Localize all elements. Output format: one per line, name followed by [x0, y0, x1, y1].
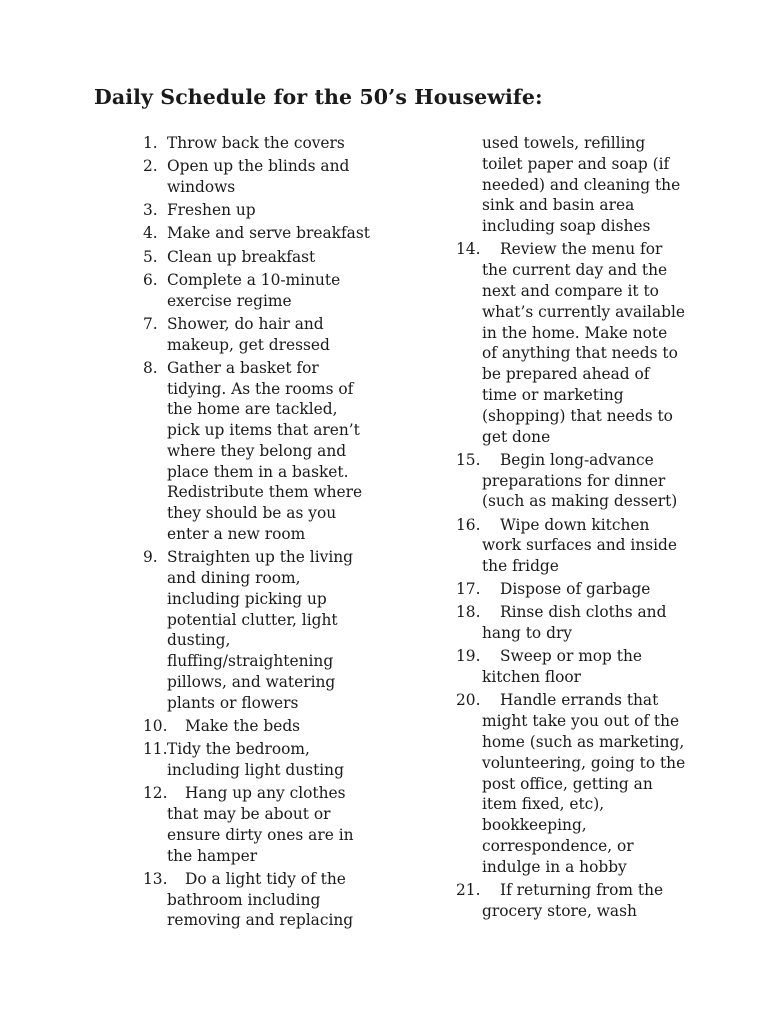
- list-item-text: Throw back the covers: [167, 134, 345, 152]
- list-item-13-continuation: [456, 133, 706, 237]
- list-item-10: [143, 716, 383, 737]
- list-item-number: 16.: [456, 515, 481, 534]
- list-item-number: 8.: [143, 358, 158, 377]
- list-item-8: [143, 358, 383, 545]
- list-item-text: Clean up breakfast: [167, 247, 316, 266]
- list-item-text: Freshen up: [167, 201, 256, 220]
- list-item-text: Review the menu for the current day and the next and compare it to what’s currently available in the home. Make note of anything that needs to be prepared ahead of time or marketing (shopping) that needs to get done: [482, 240, 686, 446]
- list-item-text: Do a light tidy of the bathroom including removing and replacing: [167, 869, 354, 930]
- list-item-text: Shower, do hair and makeup, get dressed: [167, 314, 330, 354]
- list-item-number: 3.: [143, 201, 158, 220]
- schedule-list-right: [456, 133, 706, 924]
- list-item-15: [456, 450, 706, 512]
- list-item-text: Make the beds: [185, 717, 301, 736]
- list-item-number: 13.: [143, 869, 168, 888]
- list-item-6: [143, 270, 383, 312]
- list-item-number: 7.: [143, 314, 158, 333]
- list-item-text: Open up the blinds and windows: [167, 157, 350, 196]
- list-item-text: Sweep or mop the kitchen floor: [482, 647, 643, 687]
- list-item-text: Handle errands that might take you out of the home (such as marketing, volunteering, going to the post office, getting an item fixed, etc), bookkeeping, correspondence, or indulge in a hobby: [482, 691, 686, 876]
- list-item-text: Straighten up the living and dining room, including picking up potential clutter, light dusting, fluffing/straightening pillows, and watering plants or flowers: [167, 548, 354, 712]
- list-item-text: Make and serve breakfast: [167, 224, 370, 243]
- list-item-14: [456, 239, 706, 447]
- list-item-number: 5.: [143, 247, 158, 266]
- list-item-text: Hang up any clothes that may be about or ensure dirty ones are in the hamper: [167, 784, 354, 865]
- list-item-text: Wipe down kitchen work surfaces and inside the fridge: [482, 515, 678, 576]
- list-item-number: 15.: [456, 450, 481, 469]
- list-item-21: [456, 880, 706, 922]
- list-item-number: 9.: [143, 548, 158, 567]
- list-item-13: [143, 869, 383, 931]
- schedule-list-left: [143, 133, 383, 934]
- list-item-19: [456, 646, 706, 688]
- list-item-number: 10.: [143, 717, 168, 736]
- list-item-18: [456, 602, 706, 644]
- list-item-text: Tidy the bedroom, including light dusting: [167, 740, 344, 780]
- list-item-12: [143, 783, 383, 866]
- list-item-number: 21.: [456, 881, 481, 900]
- list-item-4: [143, 223, 383, 244]
- list-item-number: 14.: [456, 240, 481, 259]
- list-item-number: 1.: [143, 134, 158, 152]
- list-item-11: [143, 739, 383, 781]
- list-item-text: Begin long-advance preparations for dinner (such as making dessert): [482, 450, 678, 511]
- page-title: Daily Schedule for the 50’s Housewife:: [94, 85, 543, 109]
- list-item-9: [143, 547, 383, 713]
- list-item-text: Dispose of garbage: [500, 580, 651, 599]
- list-item-20: [456, 690, 706, 877]
- list-item-number: 4.: [143, 224, 158, 243]
- list-item-number: 6.: [143, 270, 158, 289]
- list-item-number: 12.: [143, 784, 168, 803]
- list-item-1: [143, 133, 383, 154]
- list-item-2: [143, 156, 383, 198]
- list-item-number: 17.: [456, 580, 481, 599]
- list-item-3: [143, 200, 383, 221]
- list-item-text: Complete a 10-minute exercise regime: [167, 270, 341, 310]
- list-item-text: Rinse dish cloths and hang to dry: [482, 603, 667, 643]
- list-item-number: 2.: [143, 157, 158, 176]
- list-item-number: 19.: [456, 647, 481, 666]
- list-item-number: 18.: [456, 603, 481, 622]
- list-item-17: [456, 579, 706, 600]
- list-item-5: [143, 247, 383, 268]
- list-item-16: [456, 515, 706, 577]
- list-item-text: If returning from the grocery store, wash: [482, 881, 664, 920]
- list-item-text: Gather a basket for tidying. As the rooms of the home are tackled, pick up items that aren’t where they belong and place them in a basket. Redistribute them where they should be as you enter a new room: [167, 358, 363, 544]
- list-item-text: used towels, refilling toilet paper and soap (if needed) and cleaning the sink and basin area including soap dishes: [482, 134, 681, 236]
- list-item-number: 11.: [143, 740, 168, 759]
- list-item-7: [143, 314, 383, 356]
- list-item-number: 20.: [456, 691, 481, 710]
